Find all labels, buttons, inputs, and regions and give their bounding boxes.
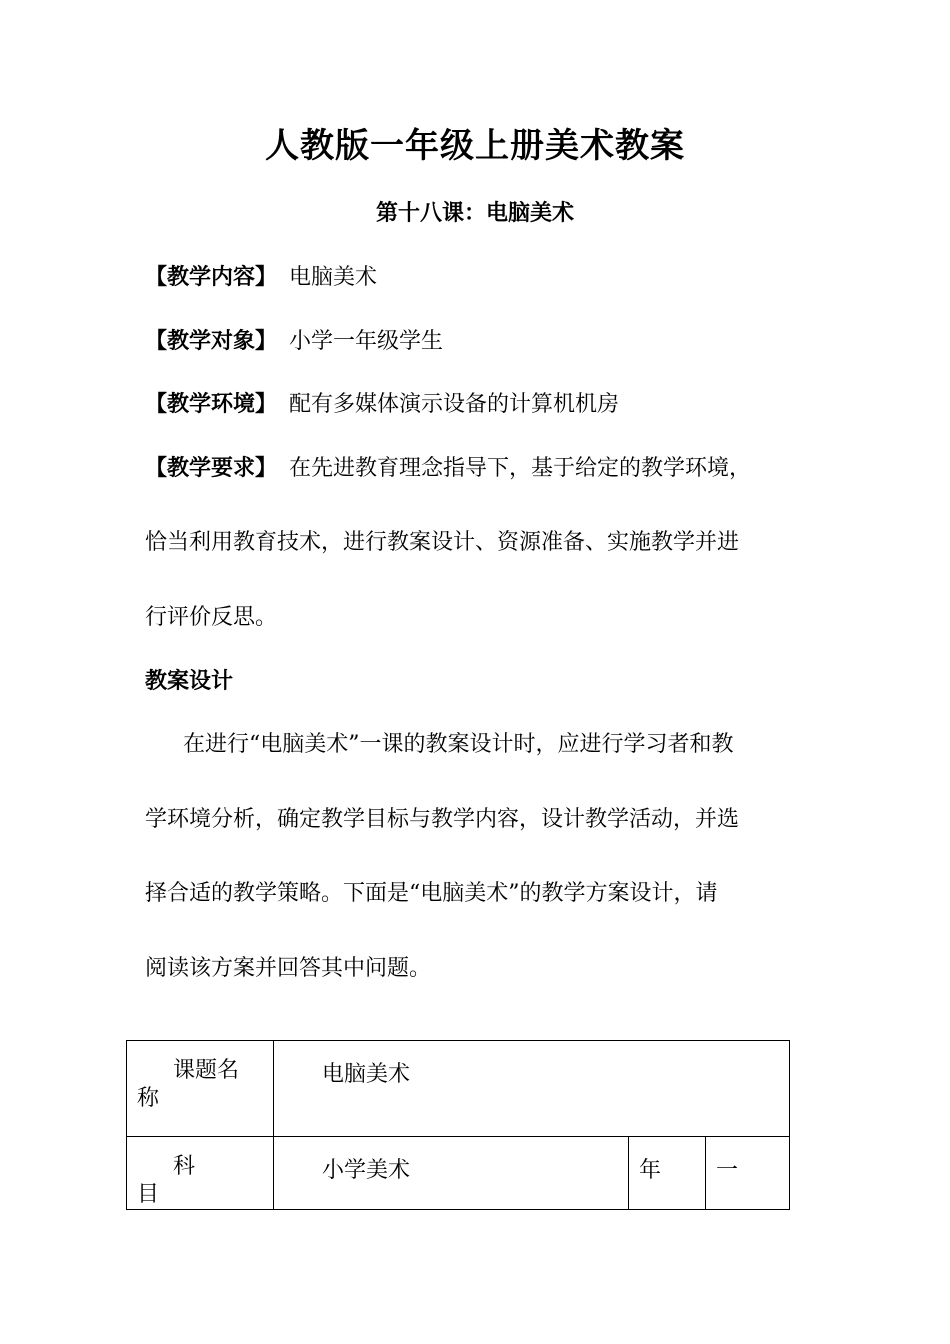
field-label: 【教学内容】 bbox=[145, 264, 278, 290]
table-cell-grade-label: 年 bbox=[629, 1137, 706, 1210]
lesson-subtitle: 第十八课：电脑美术 bbox=[375, 200, 574, 226]
topic-label-line-2: 称 bbox=[137, 1086, 160, 1111]
paragraph-line-1: 在进行“电脑美术”一课的教案设计时，应进行学习者和教 bbox=[183, 732, 734, 757]
table-row bbox=[127, 1137, 790, 1210]
field-value: 配有多媒体演示设备的计算机机房 bbox=[289, 392, 620, 417]
table-row bbox=[127, 1041, 790, 1137]
table-cell-topic-label bbox=[127, 1041, 274, 1137]
table-cell-subject-label bbox=[127, 1137, 274, 1210]
field-teaching-environment bbox=[145, 387, 619, 418]
requirement-line-3: 行评价反思。 bbox=[145, 605, 278, 630]
paragraph-line-3: 择合适的教学策略。下面是“电脑美术”的教学方案设计，请 bbox=[145, 881, 718, 906]
requirement-line-2: 恰当利用教育技术，进行教案设计、资源准备、实施教学并进 bbox=[145, 530, 740, 555]
lesson-info-table bbox=[126, 1040, 790, 1210]
document-title: 人教版一年级上册美术教案 bbox=[265, 126, 685, 166]
field-label: 【教学对象】 bbox=[145, 328, 278, 354]
field-value: 在先进教育理念指导下，基于给定的教学环境， bbox=[289, 456, 752, 481]
topic-label-line-1: 课题名 bbox=[173, 1058, 240, 1083]
paragraph-line-4: 阅读该方案并回答其中问题。 bbox=[145, 956, 432, 981]
field-value: 电脑美术 bbox=[289, 265, 378, 290]
section-heading: 教案设计 bbox=[145, 668, 234, 694]
field-value: 小学一年级学生 bbox=[289, 329, 444, 354]
table-cell-grade-value: 一 bbox=[706, 1137, 790, 1210]
field-teaching-target bbox=[145, 324, 443, 355]
table-cell-topic-value: 电脑美术 bbox=[274, 1041, 790, 1137]
table-cell-subject-value: 小学美术 bbox=[274, 1137, 629, 1210]
subject-label: 科目 bbox=[137, 1154, 238, 1207]
paragraph-line-2: 学环境分析，确定教学目标与教学内容，设计教学活动，并选 bbox=[145, 807, 740, 832]
field-label: 【教学环境】 bbox=[145, 391, 278, 417]
field-teaching-content bbox=[145, 260, 377, 291]
field-label: 【教学要求】 bbox=[145, 455, 278, 481]
field-teaching-requirement bbox=[145, 451, 751, 482]
